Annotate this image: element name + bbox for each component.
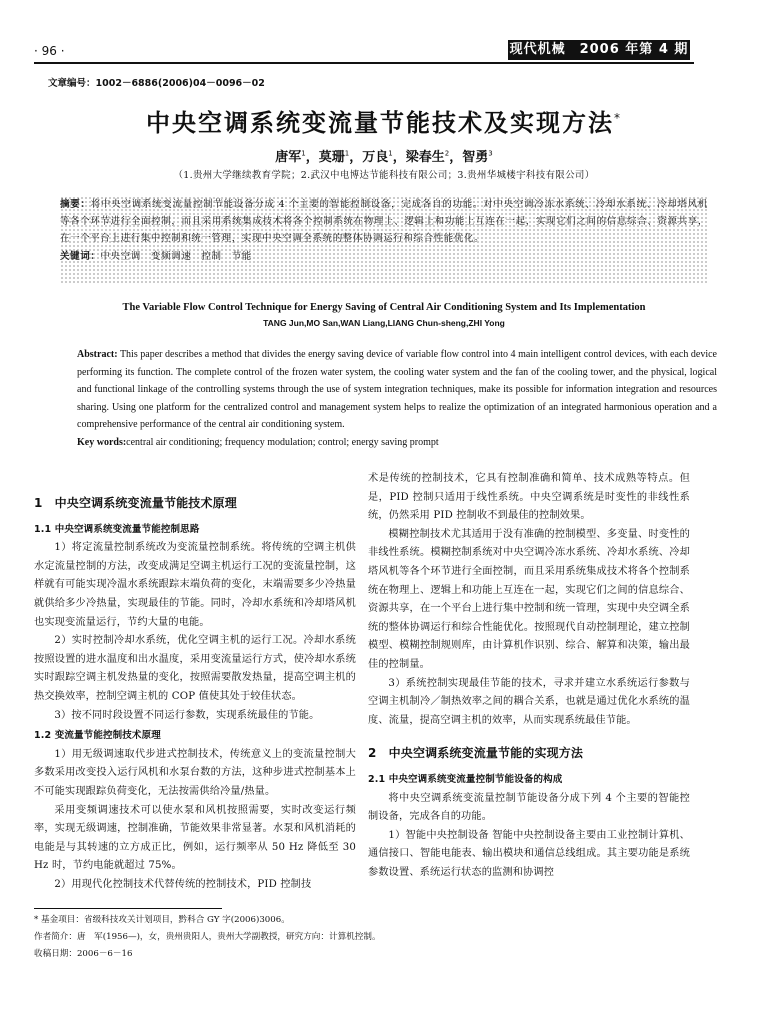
- footnote-received-date: 收稿日期：2006－6－16: [34, 949, 133, 959]
- author: 梁春生: [405, 150, 445, 165]
- author-affil-mark: 1: [344, 149, 350, 158]
- body-paragraph: 2）用现代化控制技术代替传统的控制技术，PID 控制技: [54, 878, 312, 890]
- article-number: 文章编号：1002－6886(2006)04－0096－02: [48, 78, 265, 89]
- english-title: The Variable Flow Control Technique for Energy Saving of Central Air Conditioning System and Its Implementation: [122, 302, 646, 313]
- english-abstract-paragraph: [77, 346, 717, 434]
- subsection-heading-1-1: 1.1 中央空调系统变流量节能控制思路: [34, 523, 200, 535]
- author-affil-mark: 1: [388, 149, 393, 158]
- keywords-text: 中央空调 变频调速 控制 节能: [100, 251, 252, 262]
- abstract-text: 将中央空调系统变流量控制节能设备分成 4 个主要的智能控制设备，完成各自的功能。对中央空调冷冻水系统、冷却水系统、冷却塔风机等各个环节进行全面控制，而且采用系统集成技术将各个控制系统在物理上、逻辑上和功能上互连在一起，实现它们之间的信息综合、资源共享，在一个平台上进行集中控制和统一管理，实现中央空调全系统的整体协调运行和综合性能优化。: [60, 199, 708, 244]
- body-paragraph: 3）系统控制实现最佳节能的技术，寻求并建立水系统运行参数与空调主机制冷／制热效率之间的耦合关系，也就是通过优化水系统的温度、流量，提高空调主机的效率，从而实现系统最佳节能。: [368, 677, 690, 726]
- section-heading-1: 1 中央空调系统变流量节能技术原理: [34, 496, 237, 510]
- chinese-abstract: [60, 196, 708, 247]
- paper-title-text: 中央空调系统变流量节能技术及实现方法: [146, 109, 614, 137]
- body-paragraph: 3）按不同时段设置不同运行参数，实现系统最佳的节能。: [54, 709, 320, 721]
- body-paragraph: 2）实时控制冷却水系统，优化空调主机的运行工况。冷却水系统按照设置的进水温度和出水温度，采用变流量运行方式，使冷却水系统实时跟踪空调主机发热量的变化，按照需要散发热量，提高空调主机的热交换效率，控制空调主机的 COP 值使其处于较佳状态。: [34, 635, 356, 702]
- english-abstract: [77, 346, 717, 451]
- body-paragraph: 将中央空调系统变流量控制节能设备分成下列 4 个主要的智能控制设备，完成各自的功能。: [368, 792, 690, 823]
- footnote-rule: [34, 908, 222, 909]
- body-paragraph: 1）用无级调速取代步进式控制技术，传统意义上的变流量控制大多数采用改变投入运行风机和水泵台数的方法，这种步进式控制基本上不可能实现跟踪负荷变化，无法按需供给冷量/热量。: [34, 748, 356, 797]
- author-affil-mark: 1: [301, 149, 306, 158]
- body-paragraph: 模糊控制技术尤其适用于没有准确的控制模型、多变量、时变性的非线性系统。模糊控制系统对中央空调冷冻水系统、冷却水系统、冷却塔风机等各个环节进行全面控制，而且采用系统集成技术将各个控制系统在物理上、逻辑上和功能上互连在一起，实现它们之间的信息综合、资源共享，在一个平台上进行集中控制和统一管理，实现中央空调全系统的整体协调运行和综合性能优化。按照现代自动控制理论，建立控制模型、模糊控制规则库，由计算机作识别、综合、解算和决策，输出最佳的控制量。: [368, 528, 690, 670]
- body-paragraph: 采用变频调速技术可以使水泵和风机按照需要，实时改变运行频率，实现无级调速，控制准确，节能效果非常显著。水泵和风机消耗的电能是与其转速的立方成正比，例如，运行频率从 50 Hz 降低至 30 Hz 时，节约电能就超过 75%。: [34, 804, 356, 872]
- body-paragraph: 1）智能中央控制设备 智能中央控制设备主要由工业控制计算机、通信接口、智能电能表、输出模块和通信总线组成。其主要功能是系统参数设置、系统运行状态的监测和协调控: [368, 829, 690, 878]
- right-column: [368, 470, 690, 882]
- author-affil-mark: 2: [444, 149, 450, 158]
- chinese-keywords: [60, 248, 708, 265]
- affiliations: （1.贵州大学继续教育学院；2.武汉中电博达节能科技有限公司；3.贵州华城楼宇科技有限公司）: [173, 170, 595, 181]
- paper-title: [0, 103, 768, 138]
- english-abstract-text: This paper describes a method that divides the energy saving device of variable flow control into 4 main intelligent control devices, with each device performing its function. The complete control of the frozen water system, the cooling water system and the fan of the cooling tower, and the physical, logical and functional linkage of the controlling systems through the use of system integration techniques, make its possible for information integration and resources sharing. Using one platform for the centralized control and management system helps to realize the optimization of an integrated harmonious operation and a comprehensive performance of the central air conditioning system.: [77, 349, 717, 430]
- abstract-label: 摘要：: [60, 199, 91, 210]
- author: 莫珊: [318, 150, 345, 165]
- author-list: 唐军$^1$，莫珊$^1$，万良$^1$，梁春生$^2$，智勇$^3$: [275, 149, 493, 165]
- keywords-label: 关键词：: [60, 251, 101, 262]
- author-affil-mark: 3: [488, 149, 493, 158]
- section-heading-2: 2 中央空调系统变流量节能的实现方法: [368, 746, 584, 761]
- english-abstract-label: Abstract:: [77, 349, 118, 360]
- left-column: [34, 484, 356, 894]
- title-footnote-mark: *: [614, 111, 622, 125]
- journal-banner: 现代机械 2006 年第 4 期: [508, 40, 690, 60]
- english-keywords-label: Key words:: [77, 436, 127, 448]
- author: 万良: [362, 150, 389, 165]
- english-authors: TANG Jun,MO San,WAN Liang,LIANG Chun-sheng,ZHI Yong: [263, 318, 505, 328]
- body-paragraph-continued: 术是传统的控制技术，它具有控制准确和简单、技术成熟等特点。但是，PID 控制只适用于线性系统。中央空调系统是时变性的非线性系统，仍然采用 PID 控制收不到最佳的控制效果。: [368, 473, 690, 522]
- footnote-author-intro: 作者简介：唐 军(1956—)，女，贵州贵阳人，贵州大学副教授，研究方向：计算机控制。: [34, 932, 381, 942]
- author: 唐军: [275, 150, 302, 165]
- header-rule: [34, 62, 694, 64]
- author: 智勇: [462, 150, 489, 165]
- english-keywords-text: central air conditioning; frequency modulation; control; energy saving prompt: [126, 436, 439, 448]
- footnotes: [34, 912, 694, 963]
- chinese-abstract-box: [60, 196, 708, 284]
- english-keywords: [77, 434, 717, 452]
- subsection-heading-2-1: 2.1 中央空调系统变流量控制节能设备的构成: [368, 773, 563, 785]
- footnote-fund: * 基金项目：省级科技攻关计划项目，黔科合 GY 字(2006)3006。: [34, 915, 290, 925]
- body-paragraph: 1）将定流量控制系统改为变流量控制系统。将传统的空调主机供水定流量控制的方法，改变成满足空调主机运行工况的变流量控制，这样就有可能实现冷温水系统跟踪末端负荷的变化，末端需要多少冷热量就供给多少冷热量，实现最佳的节能。同时，冷却水系统和冷却塔风机也实现变流量运行，节约大量的电能。: [34, 542, 356, 628]
- subsection-heading-1-2: 1.2 变流量节能控制技术原理: [34, 730, 161, 742]
- page-number: · 96 ·: [34, 44, 65, 58]
